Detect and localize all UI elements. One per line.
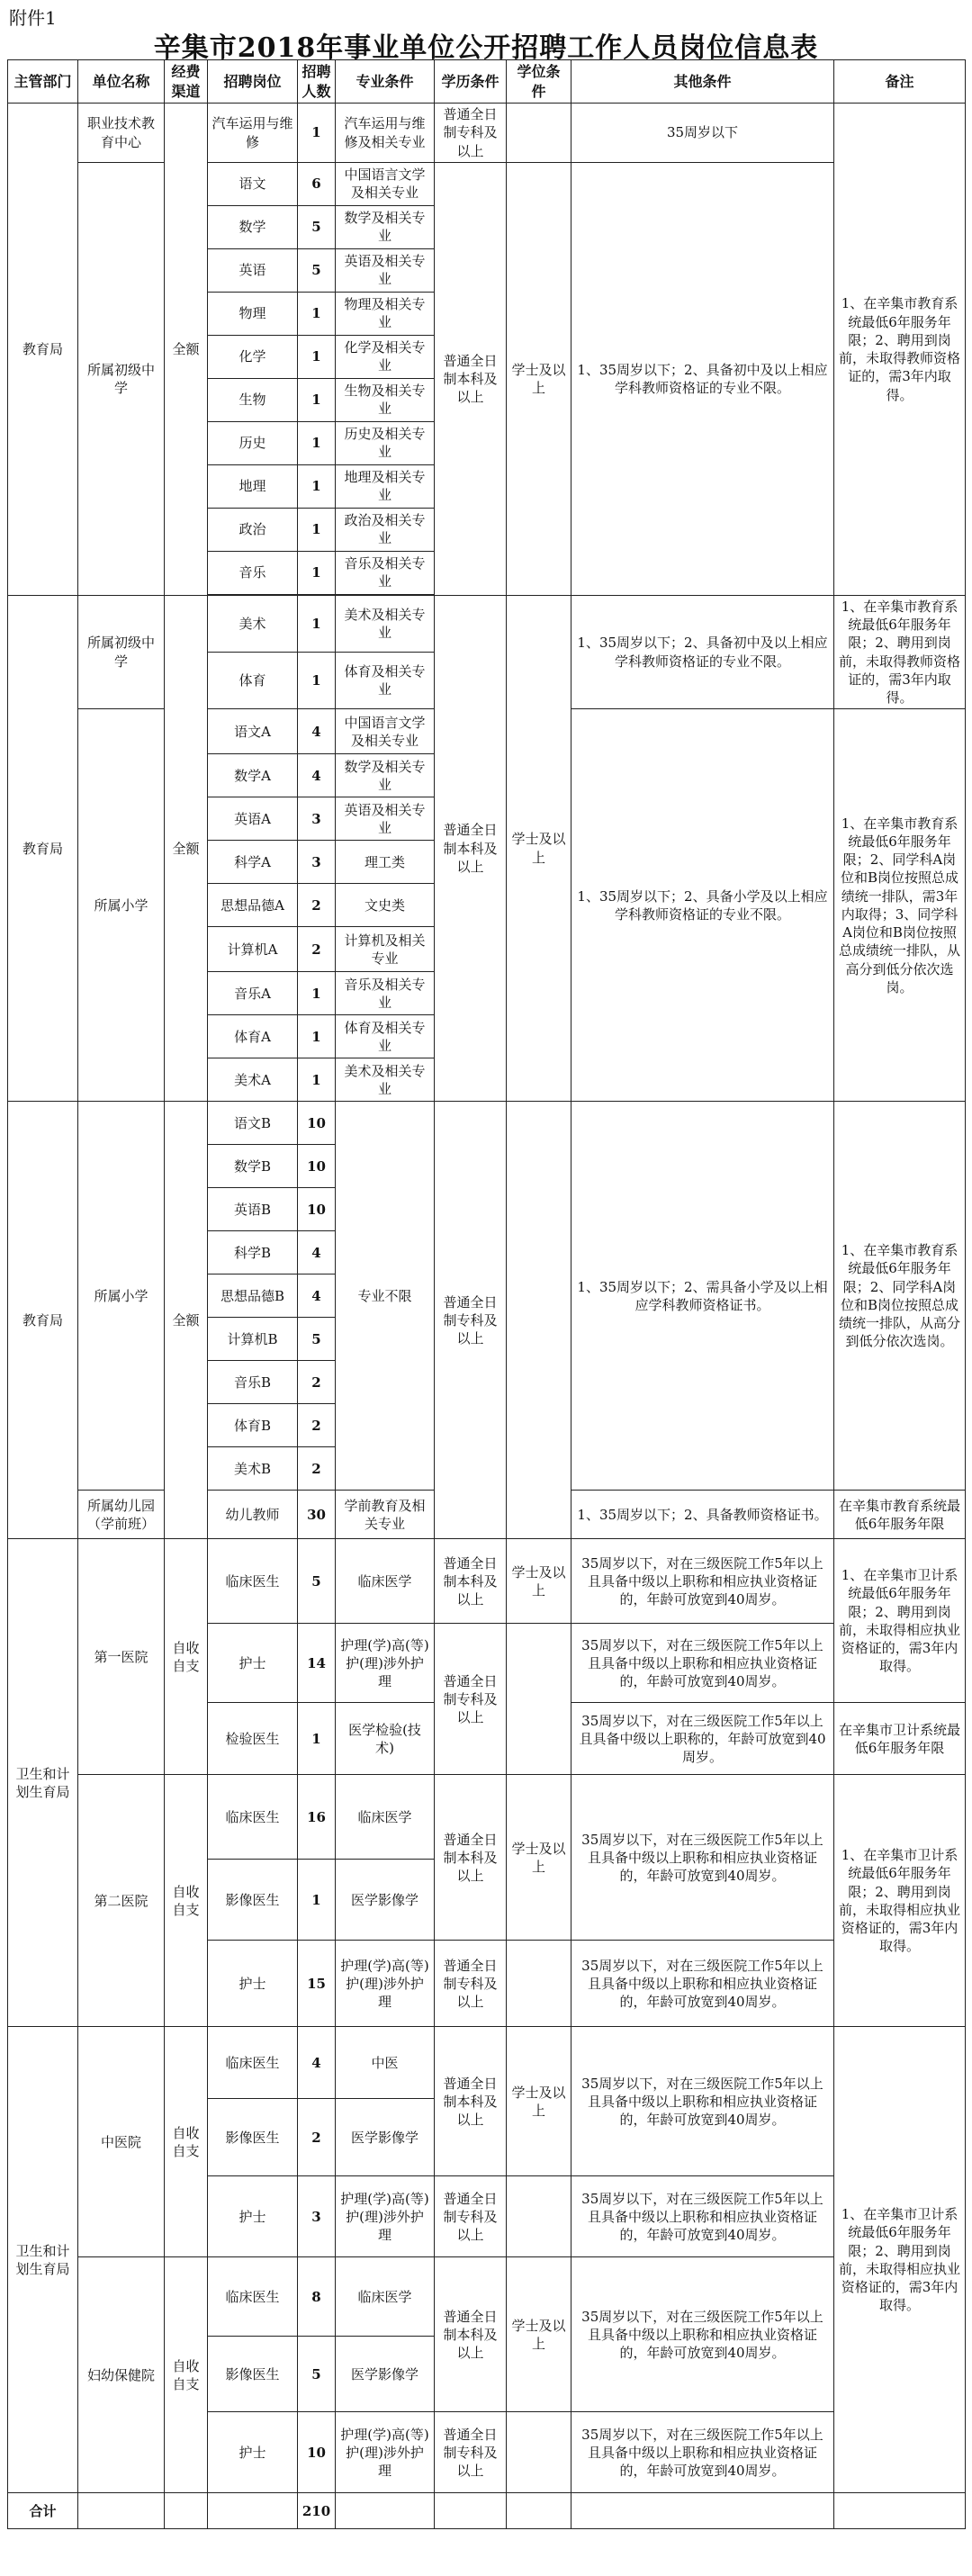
dept-cell: 卫生和计划生育局 bbox=[8, 1539, 78, 2027]
header-cell: 经费渠道 bbox=[165, 60, 208, 104]
major-cell: 政治及相关专业 bbox=[336, 508, 435, 551]
post-cell: 生物 bbox=[208, 378, 298, 421]
dept-cell: 教育局 bbox=[8, 595, 78, 1102]
major-cell: 体育及相关专业 bbox=[336, 653, 435, 709]
table-row bbox=[8, 1102, 966, 1145]
unit-cell: 妇幼保健院 bbox=[78, 2257, 165, 2493]
num-cell: 1 bbox=[298, 595, 336, 652]
note-cell: 1、在辛集市卫计系统最低6年服务年限；2、聘用到岗前，未取得相应执业资格证的，需3年内取得。 bbox=[834, 1775, 966, 2027]
major-cell: 医学影像学 bbox=[336, 1860, 435, 1941]
major-cell: 计算机及相关专业 bbox=[336, 927, 435, 972]
unit-cell: 所属初级中学 bbox=[78, 595, 165, 709]
table-row bbox=[8, 2257, 966, 2337]
num-cell: 8 bbox=[298, 2257, 336, 2337]
edu-cell: 普通全日制本科及以上 bbox=[435, 2257, 507, 2412]
header-cell: 单位名称 bbox=[78, 60, 165, 104]
note-cell: 1、在辛集市教育系统最低6年服务年限；2、聘用到岗前，未取得教师资格证的，需3年内取得。 bbox=[834, 595, 966, 709]
major-cell: 临床医学 bbox=[336, 2257, 435, 2337]
post-cell: 语文B bbox=[208, 1102, 298, 1145]
post-cell: 地理 bbox=[208, 464, 298, 508]
post-cell: 语文A bbox=[208, 709, 298, 754]
num-cell: 5 bbox=[298, 2337, 336, 2412]
header-cell: 学位条件 bbox=[507, 60, 572, 104]
header-cell: 专业条件 bbox=[336, 60, 435, 104]
post-cell: 临床医生 bbox=[208, 2027, 298, 2099]
header-cell: 招聘人数 bbox=[298, 60, 336, 104]
major-cell: 物理及相关专业 bbox=[336, 292, 435, 335]
empty-cell bbox=[435, 2493, 507, 2529]
post-cell: 护士 bbox=[208, 2176, 298, 2257]
degree-cell bbox=[507, 1624, 572, 1775]
post-cell: 护士 bbox=[208, 2412, 298, 2493]
note-cell: 1、在辛集市教育系统最低6年服务年限；2、聘用到岗前，未取得教师资格证的，需3年内取得。 bbox=[834, 104, 966, 596]
post-cell: 临床医生 bbox=[208, 1775, 298, 1860]
major-cell: 历史及相关专业 bbox=[336, 421, 435, 464]
other-cell: 35周岁以下，对在三级医院工作5年以上且具备中级以上职称和相应执业资格证的，年龄可放宽到40周岁。 bbox=[572, 2257, 834, 2412]
table-row bbox=[8, 162, 966, 205]
post-cell: 护士 bbox=[208, 1941, 298, 2027]
num-cell: 4 bbox=[298, 1231, 336, 1274]
major-cell: 英语及相关专业 bbox=[336, 248, 435, 292]
other-cell: 35周岁以下 bbox=[572, 104, 834, 163]
header-cell: 其他条件 bbox=[572, 60, 834, 104]
num-cell: 2 bbox=[298, 1361, 336, 1404]
other-cell: 35周岁以下，对在三级医院工作5年以上且具备中级以上职称和相应执业资格证的，年龄可放宽到40周岁。 bbox=[572, 2027, 834, 2176]
other-cell: 1、35周岁以下；2、具备初中及以上相应学科教师资格证的专业不限。 bbox=[572, 162, 834, 595]
major-cell: 英语及相关专业 bbox=[336, 797, 435, 841]
major-cell: 体育及相关专业 bbox=[336, 1015, 435, 1058]
edu-cell: 普通全日制专科及以上 bbox=[435, 1102, 507, 1539]
header-cell: 招聘岗位 bbox=[208, 60, 298, 104]
post-cell: 英语B bbox=[208, 1188, 298, 1231]
num-cell: 10 bbox=[298, 2412, 336, 2493]
header-cell: 主管部门 bbox=[8, 60, 78, 104]
post-cell: 音乐 bbox=[208, 551, 298, 594]
post-cell: 幼儿教师 bbox=[208, 1491, 298, 1539]
unit-cell: 职业技术教育中心 bbox=[78, 104, 165, 163]
num-cell: 6 bbox=[298, 162, 336, 205]
other-cell: 1、35周岁以下；2、具备教师资格证书。 bbox=[572, 1491, 834, 1539]
degree-cell: 学士及以上 bbox=[507, 1775, 572, 1941]
funding-cell: 自收自支 bbox=[165, 2257, 208, 2493]
major-cell: 医学影像学 bbox=[336, 2099, 435, 2176]
table-row bbox=[8, 1539, 966, 1624]
dept-cell: 卫生和计划生育局 bbox=[8, 2027, 78, 2493]
num-cell: 1 bbox=[298, 378, 336, 421]
header-row bbox=[8, 60, 966, 104]
major-cell: 地理及相关专业 bbox=[336, 464, 435, 508]
note-cell: 1、在辛集市卫计系统最低6年服务年限；2、聘用到岗前，未取得相应执业资格证的，需3年内取得。 bbox=[834, 2027, 966, 2493]
degree-cell bbox=[507, 2176, 572, 2257]
num-cell: 2 bbox=[298, 2099, 336, 2176]
post-cell: 音乐B bbox=[208, 1361, 298, 1404]
edu-cell: 普通全日制本科及以上 bbox=[435, 2027, 507, 2176]
unit-cell: 所属初级中学 bbox=[78, 162, 165, 595]
major-cell: 护理(学)高(等)护(理)涉外护理 bbox=[336, 1624, 435, 1703]
num-cell: 5 bbox=[298, 248, 336, 292]
other-cell: 35周岁以下，对在三级医院工作5年以上且具备中级以上职称和相应执业资格证的，年龄可放宽到40周岁。 bbox=[572, 1941, 834, 2027]
degree-cell: 学士及以上 bbox=[507, 2257, 572, 2412]
funding-cell: 全额 bbox=[165, 1102, 208, 1539]
num-cell: 4 bbox=[298, 2027, 336, 2099]
num-cell: 1 bbox=[298, 1860, 336, 1941]
unit-cell: 所属小学 bbox=[78, 1102, 165, 1491]
total-num: 210 bbox=[298, 2493, 336, 2529]
empty-cell bbox=[834, 2493, 966, 2529]
post-cell: 美术 bbox=[208, 595, 298, 652]
major-cell: 学前教育及相关专业 bbox=[336, 1491, 435, 1539]
empty-cell bbox=[507, 2493, 572, 2529]
num-cell: 5 bbox=[298, 205, 336, 248]
edu-cell: 普通全日制本科及以上 bbox=[435, 1775, 507, 1941]
major-cell: 护理(学)高(等)护(理)涉外护理 bbox=[336, 2176, 435, 2257]
num-cell: 2 bbox=[298, 927, 336, 972]
other-cell: 35周岁以下，对在三级医院工作5年以上且具备中级以上职称的，年龄可放宽到40周岁。 bbox=[572, 1703, 834, 1775]
post-cell: 思想品德A bbox=[208, 884, 298, 927]
note-cell: 1、在辛集市教育系统最低6年服务年限；2、同学科A岗位和B岗位按照总成绩统一排队，从高分到低分依次选岗。 bbox=[834, 1102, 966, 1491]
dept-cell: 教育局 bbox=[8, 104, 78, 596]
num-cell: 5 bbox=[298, 1318, 336, 1361]
post-cell: 数学B bbox=[208, 1145, 298, 1188]
major-cell: 中国语言文学及相关专业 bbox=[336, 709, 435, 754]
other-cell: 35周岁以下，对在三级医院工作5年以上且具备中级以上职称和相应执业资格证的，年龄可放宽到40周岁。 bbox=[572, 1539, 834, 1624]
other-cell: 35周岁以下，对在三级医院工作5年以上且具备中级以上职称和相应执业资格证的，年龄可放宽到40周岁。 bbox=[572, 1624, 834, 1703]
total-label: 合计 bbox=[8, 2493, 78, 2529]
major-cell: 数学及相关专业 bbox=[336, 754, 435, 797]
major-cell: 医学影像学 bbox=[336, 2337, 435, 2412]
post-cell: 美术A bbox=[208, 1058, 298, 1102]
edu-cell: 普通全日制本科及以上 bbox=[435, 1539, 507, 1624]
degree-cell bbox=[507, 2412, 572, 2493]
num-cell: 14 bbox=[298, 1624, 336, 1703]
num-cell: 1 bbox=[298, 1703, 336, 1775]
major-cell: 理工类 bbox=[336, 841, 435, 884]
num-cell: 10 bbox=[298, 1102, 336, 1145]
num-cell: 1 bbox=[298, 292, 336, 335]
num-cell: 10 bbox=[298, 1188, 336, 1231]
num-cell: 3 bbox=[298, 797, 336, 841]
post-cell: 英语A bbox=[208, 797, 298, 841]
num-cell: 1 bbox=[298, 972, 336, 1015]
funding-cell: 自收自支 bbox=[165, 2027, 208, 2257]
empty-cell bbox=[208, 2493, 298, 2529]
unit-cell: 所属小学 bbox=[78, 709, 165, 1102]
post-cell: 影像医生 bbox=[208, 2099, 298, 2176]
note-cell: 1、在辛集市教育系统最低6年服务年限；2、同学科A岗位和B岗位按照总成绩统一排队，需3年内取得；3、同学科A岗位和B岗位按照总成绩统一排队，从高分到低分依次选岗。 bbox=[834, 709, 966, 1102]
edu-cell: 普通全日制本科及以上 bbox=[435, 162, 507, 595]
edu-cell: 普通全日制专科及以上 bbox=[435, 2412, 507, 2493]
post-cell: 计算机B bbox=[208, 1318, 298, 1361]
note-cell: 1、在辛集市卫计系统最低6年服务年限；2、聘用到岗前，未取得相应执业资格证的，需3年内取得。 bbox=[834, 1539, 966, 1703]
num-cell: 4 bbox=[298, 709, 336, 754]
post-cell: 美术B bbox=[208, 1447, 298, 1491]
num-cell: 1 bbox=[298, 335, 336, 378]
post-cell: 体育B bbox=[208, 1404, 298, 1447]
num-cell: 2 bbox=[298, 1447, 336, 1491]
major-cell: 文史类 bbox=[336, 884, 435, 927]
major-cell: 医学检验(技术) bbox=[336, 1703, 435, 1775]
num-cell: 1 bbox=[298, 508, 336, 551]
post-cell: 化学 bbox=[208, 335, 298, 378]
num-cell: 1 bbox=[298, 653, 336, 709]
major-cell: 美术及相关专业 bbox=[336, 595, 435, 652]
post-cell: 数学A bbox=[208, 754, 298, 797]
num-cell: 2 bbox=[298, 884, 336, 927]
major-cell: 音乐及相关专业 bbox=[336, 972, 435, 1015]
table-row bbox=[8, 1775, 966, 1860]
header-cell: 备注 bbox=[834, 60, 966, 104]
other-cell: 1、35周岁以下；2、具备初中及以上相应学科教师资格证的专业不限。 bbox=[572, 595, 834, 709]
post-cell: 语文 bbox=[208, 162, 298, 205]
note-cell: 在辛集市卫计系统最低6年服务年限 bbox=[834, 1703, 966, 1775]
table-row bbox=[8, 2027, 966, 2099]
num-cell: 10 bbox=[298, 1145, 336, 1188]
num-cell: 1 bbox=[298, 551, 336, 594]
post-cell: 临床医生 bbox=[208, 2257, 298, 2337]
edu-cell: 普通全日制专科及以上 bbox=[435, 1624, 507, 1775]
funding-cell: 自收自支 bbox=[165, 1539, 208, 1775]
edu-cell: 普通全日制专科及以上 bbox=[435, 2176, 507, 2257]
num-cell: 16 bbox=[298, 1775, 336, 1860]
unit-cell: 中医院 bbox=[78, 2027, 165, 2257]
post-cell: 物理 bbox=[208, 292, 298, 335]
major-cell: 临床医学 bbox=[336, 1539, 435, 1624]
empty-cell bbox=[572, 2493, 834, 2529]
other-cell: 35周岁以下，对在三级医院工作5年以上且具备中级以上职称和相应执业资格证的，年龄可放宽到40周岁。 bbox=[572, 1775, 834, 1941]
post-cell: 影像医生 bbox=[208, 2337, 298, 2412]
post-cell: 数学 bbox=[208, 205, 298, 248]
recruitment-table bbox=[7, 59, 966, 2529]
degree-cell bbox=[507, 1102, 572, 1539]
num-cell: 15 bbox=[298, 1941, 336, 2027]
major-cell: 化学及相关专业 bbox=[336, 335, 435, 378]
major-cell: 音乐及相关专业 bbox=[336, 551, 435, 594]
other-cell: 35周岁以下，对在三级医院工作5年以上且具备中级以上职称和相应执业资格证的，年龄可放宽到40周岁。 bbox=[572, 2412, 834, 2493]
dept-cell: 教育局 bbox=[8, 1102, 78, 1539]
post-cell: 科学A bbox=[208, 841, 298, 884]
header-cell: 学历条件 bbox=[435, 60, 507, 104]
degree-cell bbox=[507, 104, 572, 163]
unit-cell: 第一医院 bbox=[78, 1539, 165, 1775]
unit-cell: 所属幼儿园（学前班） bbox=[78, 1491, 165, 1539]
post-cell: 护士 bbox=[208, 1624, 298, 1703]
num-cell: 2 bbox=[298, 1404, 336, 1447]
degree-cell: 学士及以上 bbox=[507, 2027, 572, 2176]
degree-cell: 学士及以上 bbox=[507, 595, 572, 1102]
edu-cell: 普通全日制专科及以上 bbox=[435, 1941, 507, 2027]
post-cell: 政治 bbox=[208, 508, 298, 551]
post-cell: 思想品德B bbox=[208, 1274, 298, 1318]
funding-cell: 全额 bbox=[165, 595, 208, 1102]
post-cell: 科学B bbox=[208, 1231, 298, 1274]
other-cell: 35周岁以下，对在三级医院工作5年以上且具备中级以上职称和相应执业资格证的，年龄可放宽到40周岁。 bbox=[572, 2176, 834, 2257]
num-cell: 1 bbox=[298, 104, 336, 163]
num-cell: 3 bbox=[298, 2176, 336, 2257]
post-cell: 英语 bbox=[208, 248, 298, 292]
major-cell: 美术及相关专业 bbox=[336, 1058, 435, 1102]
edu-cell: 普通全日制专科及以上 bbox=[435, 104, 507, 163]
post-cell: 影像医生 bbox=[208, 1860, 298, 1941]
num-cell: 4 bbox=[298, 754, 336, 797]
degree-cell: 学士及以上 bbox=[507, 162, 572, 595]
edu-cell: 普通全日制本科及以上 bbox=[435, 595, 507, 1102]
major-cell: 数学及相关专业 bbox=[336, 205, 435, 248]
num-cell: 4 bbox=[298, 1274, 336, 1318]
post-cell: 体育 bbox=[208, 653, 298, 709]
empty-cell bbox=[78, 2493, 165, 2529]
post-cell: 汽车运用与维修 bbox=[208, 104, 298, 163]
num-cell: 5 bbox=[298, 1539, 336, 1624]
num-cell: 1 bbox=[298, 1058, 336, 1102]
empty-cell bbox=[336, 2493, 435, 2529]
funding-cell: 全额 bbox=[165, 104, 208, 596]
major-cell: 临床医学 bbox=[336, 1775, 435, 1860]
degree-cell: 学士及以上 bbox=[507, 1539, 572, 1624]
degree-cell bbox=[507, 1941, 572, 2027]
major-cell: 专业不限 bbox=[336, 1102, 435, 1491]
post-cell: 临床医生 bbox=[208, 1539, 298, 1624]
post-cell: 音乐A bbox=[208, 972, 298, 1015]
major-cell: 护理(学)高(等)护(理)涉外护理 bbox=[336, 2412, 435, 2493]
total-row bbox=[8, 2493, 966, 2529]
attachment-label: 附件1 bbox=[9, 7, 57, 29]
major-cell: 护理(学)高(等)护(理)涉外护理 bbox=[336, 1941, 435, 2027]
post-cell: 体育A bbox=[208, 1015, 298, 1058]
num-cell: 1 bbox=[298, 421, 336, 464]
table-row bbox=[8, 104, 966, 163]
num-cell: 1 bbox=[298, 1015, 336, 1058]
major-cell: 中国语言文学及相关专业 bbox=[336, 162, 435, 205]
unit-cell: 第二医院 bbox=[78, 1775, 165, 2027]
major-cell: 生物及相关专业 bbox=[336, 378, 435, 421]
page-title: 辛集市2018年事业单位公开招聘工作人员岗位信息表 bbox=[153, 32, 819, 64]
major-cell: 中医 bbox=[336, 2027, 435, 2099]
funding-cell: 自收自支 bbox=[165, 1775, 208, 2027]
post-cell: 计算机A bbox=[208, 927, 298, 972]
num-cell: 30 bbox=[298, 1491, 336, 1539]
post-cell: 检验医生 bbox=[208, 1703, 298, 1775]
post-cell: 历史 bbox=[208, 421, 298, 464]
other-cell: 1、35周岁以下；2、需具备小学及以上相应学科教师资格证书。 bbox=[572, 1102, 834, 1491]
other-cell: 1、35周岁以下；2、具备小学及以上相应学科教师资格证的专业不限。 bbox=[572, 709, 834, 1102]
num-cell: 1 bbox=[298, 464, 336, 508]
table-row bbox=[8, 595, 966, 652]
note-cell: 在辛集市教育系统最低6年服务年限 bbox=[834, 1491, 966, 1539]
major-cell: 汽车运用与维修及相关专业 bbox=[336, 104, 435, 163]
num-cell: 3 bbox=[298, 841, 336, 884]
empty-cell bbox=[165, 2493, 208, 2529]
